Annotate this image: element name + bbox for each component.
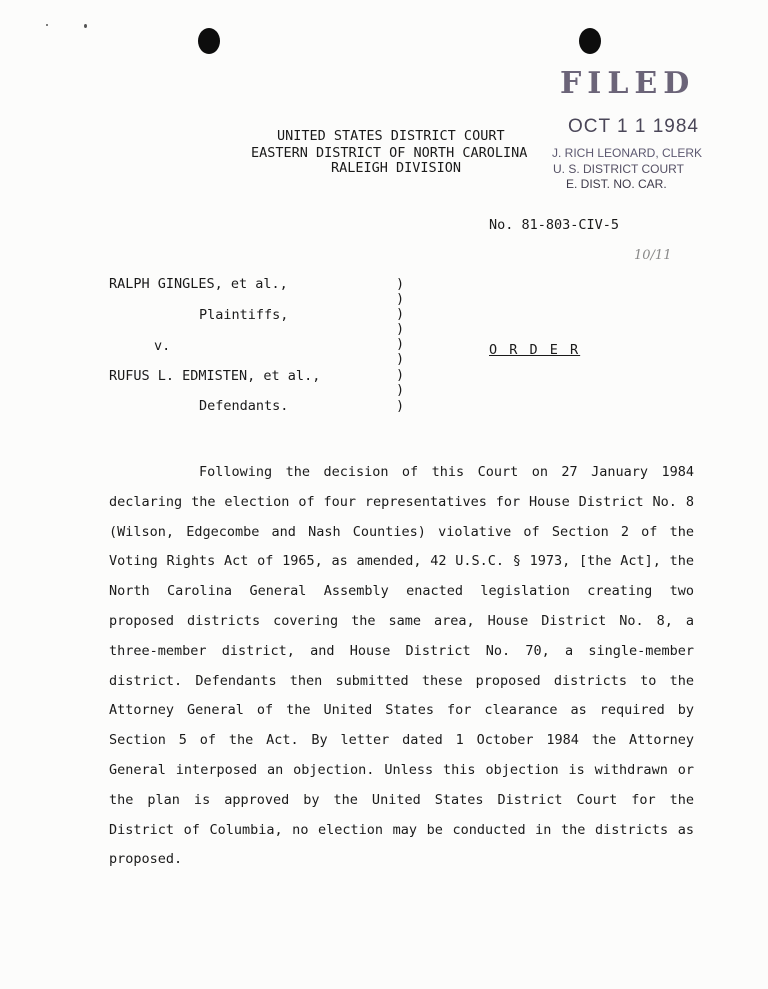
filed-stamp-title: FILED (560, 66, 696, 101)
caption-bracket: ) (396, 336, 405, 352)
defendant-name: RUFUS L. EDMISTEN, et al., (109, 368, 321, 384)
court-name: UNITED STATES DISTRICT COURT (277, 128, 505, 144)
filed-stamp-date: OCT 1 1 1984 (568, 116, 700, 137)
court-district: EASTERN DISTRICT OF NORTH CAROLINA (251, 145, 528, 161)
caption-bracket: ) (396, 276, 405, 292)
caption-bracket: ) (396, 306, 405, 322)
filed-stamp-court: U. S. DISTRICT COURT (553, 162, 684, 176)
defendant-role: Defendants. (199, 398, 289, 414)
filed-stamp-district: E. DIST. NO. CAR. (566, 177, 667, 191)
order-title: O R D E R (489, 342, 581, 358)
caption-bracket: ) (396, 291, 405, 307)
court-division: RALEIGH DIVISION (331, 160, 462, 176)
caption-bracket: ) (396, 351, 405, 367)
caption-bracket: ) (396, 398, 405, 414)
punch-hole-right (579, 28, 601, 54)
plaintiff-name: RALPH GINGLES, et al., (109, 276, 288, 292)
versus-label: v. (154, 338, 171, 354)
caption-bracket: ) (396, 367, 405, 383)
handwritten-note: 10/11 (634, 248, 672, 263)
punch-hole-left (198, 28, 220, 54)
case-number: No. 81-803-CIV-5 (489, 217, 620, 233)
caption-bracket: ) (396, 321, 405, 337)
scan-speck (46, 24, 48, 26)
filed-stamp-clerk: J. RICH LEONARD, CLERK (552, 146, 703, 160)
caption-bracket: ) (396, 382, 405, 398)
scan-speck (84, 24, 87, 28)
order-paragraph: Following the decision of this Court on 27 January 1984 declaring the election of four representatives for House District No. 8 (Wilson, Edgecombe and Nash Counties) violative of Section 2 of the Voting Rights Act of 1965, as amended, 42 U.S.C. § 1973, [the Act], the North Carolina General Assembly enacted legislation creating two proposed districts covering the same area, House District No. 8, a three-member district, and House District No. 70, a single-member district. Defendants then submitted these proposed districts to the Attorney General of the United States for clearance as required by Section 5 of the Act. By letter dated 1 October 1984 the Attorney General interposed an objection. Unless this objection is withdrawn or the plan is approved by the United States District Court for the District of Columbia, no election may be conducted in the districts as proposed. (109, 464, 694, 868)
plaintiff-role: Plaintiffs, (199, 307, 289, 323)
